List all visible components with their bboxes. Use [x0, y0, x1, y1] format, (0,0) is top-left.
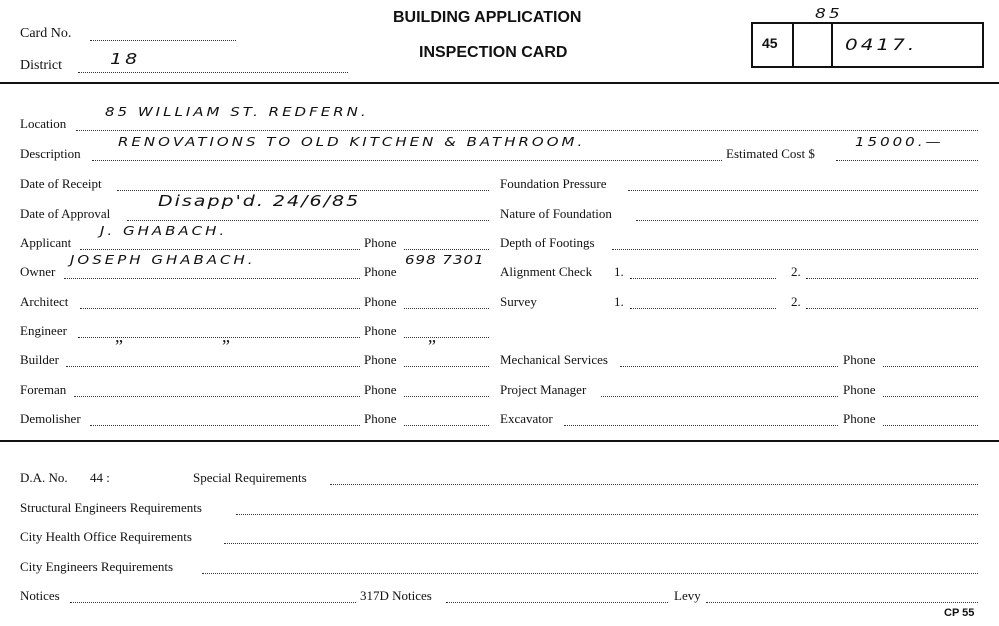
foundation-pressure-dots — [628, 190, 978, 191]
project-manager-label: Project Manager — [500, 382, 587, 397]
structural-dots — [236, 514, 978, 515]
project-manager-phone-dots — [883, 396, 978, 397]
mechanical-services-phone-dots — [883, 366, 978, 367]
nature-of-foundation-dots — [636, 220, 978, 221]
demolisher-phone-dots — [404, 425, 489, 426]
notices-dots — [70, 602, 356, 603]
excavator-phone-dots — [883, 425, 978, 426]
card-no-dots — [90, 40, 236, 41]
district-label: District — [20, 58, 62, 73]
alignment-check-dots-1 — [630, 278, 776, 279]
architect-phone-dots — [404, 308, 489, 309]
applicant-value: J. GHABACH. — [100, 223, 228, 238]
foreman-phone-dots — [404, 396, 489, 397]
survey-dots-1 — [630, 308, 776, 309]
structural-label: Structural Engineers Requirements — [20, 500, 202, 515]
alignment-check-num2: 2. — [791, 264, 801, 279]
foreman-label: Foreman — [20, 382, 67, 397]
survey-num1: 1. — [614, 294, 624, 309]
levy-dots — [706, 602, 978, 603]
notices-label: Notices — [20, 588, 60, 603]
box-number: 0417. — [845, 34, 918, 54]
architect-dots — [80, 308, 360, 309]
engineer-phone-dots — [404, 337, 489, 338]
date-of-receipt-dots — [117, 190, 489, 191]
date-of-receipt-label: Date of Receipt — [20, 176, 102, 191]
da-no-label: D.A. No. — [20, 470, 68, 485]
special-requirements-dots — [330, 484, 978, 485]
location-label: Location — [20, 116, 67, 131]
reference-box-divider-1 — [792, 22, 794, 68]
depth-of-footings-dots — [612, 249, 978, 250]
owner-value: JOSEPH GHABACH. — [70, 252, 256, 267]
applicant-phone-dots — [404, 249, 489, 250]
builder-phone-dots — [404, 366, 489, 367]
applicant-phone-label: Phone — [364, 235, 397, 250]
foundation-pressure-label: Foundation Pressure — [500, 176, 607, 191]
location-dots — [76, 130, 978, 131]
owner-dots — [64, 278, 360, 279]
date-of-approval-value: Disapp'd. 24/6/85 — [158, 192, 361, 210]
excavator-label: Excavator — [500, 411, 553, 426]
section-rule — [0, 440, 999, 442]
engineer-label: Engineer — [20, 323, 67, 338]
reference-box-divider-2 — [831, 22, 833, 68]
demolisher-dots — [90, 425, 360, 426]
city-engineers-label: City Engineers Requirements — [20, 559, 174, 574]
owner-phone-value: 698 7301 — [405, 252, 485, 267]
project-manager-dots — [601, 396, 838, 397]
notices-317d-label: 317D Notices — [360, 588, 432, 603]
da-no-value: 44 : — [90, 470, 110, 485]
mechanical-services-dots — [620, 366, 838, 367]
excavator-phone-label: Phone — [843, 411, 876, 426]
form-code: CP 55 — [944, 607, 975, 619]
special-requirements-label: Special Requirements — [193, 470, 307, 485]
applicant-dots — [80, 249, 360, 250]
title-line2: INSPECTION CARD — [419, 44, 568, 61]
builder-ditto-3: ” — [428, 336, 436, 356]
notices-317d-dots — [446, 602, 668, 603]
builder-label: Builder — [20, 352, 59, 367]
survey-label: Survey — [500, 294, 537, 309]
district-value: 18 — [110, 50, 141, 68]
nature-of-foundation-label: Nature of Foundation — [500, 206, 612, 221]
foreman-dots — [74, 396, 360, 397]
alignment-check-num1: 1. — [614, 264, 624, 279]
estimated-cost-value: 15000.— — [855, 134, 944, 149]
architect-phone-label: Phone — [364, 294, 397, 309]
builder-phone-label: Phone — [364, 352, 397, 367]
card-no-label: Card No. — [20, 26, 72, 41]
alignment-check-dots-2 — [806, 278, 978, 279]
survey-num2: 2. — [791, 294, 801, 309]
excavator-dots — [564, 425, 838, 426]
owner-label: Owner — [20, 264, 56, 279]
owner-phone-label: Phone — [364, 264, 397, 279]
city-engineers-dots — [202, 573, 978, 574]
estimated-cost-dots — [836, 160, 978, 161]
demolisher-label: Demolisher — [20, 411, 81, 426]
demolisher-phone-label: Phone — [364, 411, 397, 426]
levy-label: Levy — [674, 588, 701, 603]
foreman-phone-label: Phone — [364, 382, 397, 397]
box-year: 85 — [815, 6, 843, 22]
survey-dots-2 — [806, 308, 978, 309]
depth-of-footings-label: Depth of Footings — [500, 235, 595, 250]
mechanical-services-phone-label: Phone — [843, 352, 876, 367]
location-value: 85 WILLIAM ST. REDFERN. — [105, 104, 369, 119]
architect-label: Architect — [20, 294, 69, 309]
date-of-approval-dots — [127, 220, 489, 221]
district-dots — [78, 72, 348, 73]
title-line1: BUILDING APPLICATION — [393, 9, 582, 26]
builder-dots — [66, 366, 360, 367]
estimated-cost-label: Estimated Cost $ — [726, 146, 815, 161]
builder-ditto-2: ” — [222, 336, 230, 356]
health-label: City Health Office Requirements — [20, 529, 192, 544]
description-value: RENOVATIONS TO OLD KITCHEN & BATHROOM. — [118, 134, 586, 149]
builder-ditto-1: ” — [115, 336, 123, 356]
applicant-label: Applicant — [20, 235, 72, 250]
description-dots — [92, 160, 722, 161]
health-dots — [224, 543, 978, 544]
description-label: Description — [20, 146, 81, 161]
engineer-phone-label: Phone — [364, 323, 397, 338]
alignment-check-label: Alignment Check — [500, 264, 593, 279]
project-manager-phone-label: Phone — [843, 382, 876, 397]
box-prefix: 45 — [762, 35, 778, 51]
date-of-approval-label: Date of Approval — [20, 206, 111, 221]
header-rule — [0, 82, 999, 84]
mechanical-services-label: Mechanical Services — [500, 352, 608, 367]
